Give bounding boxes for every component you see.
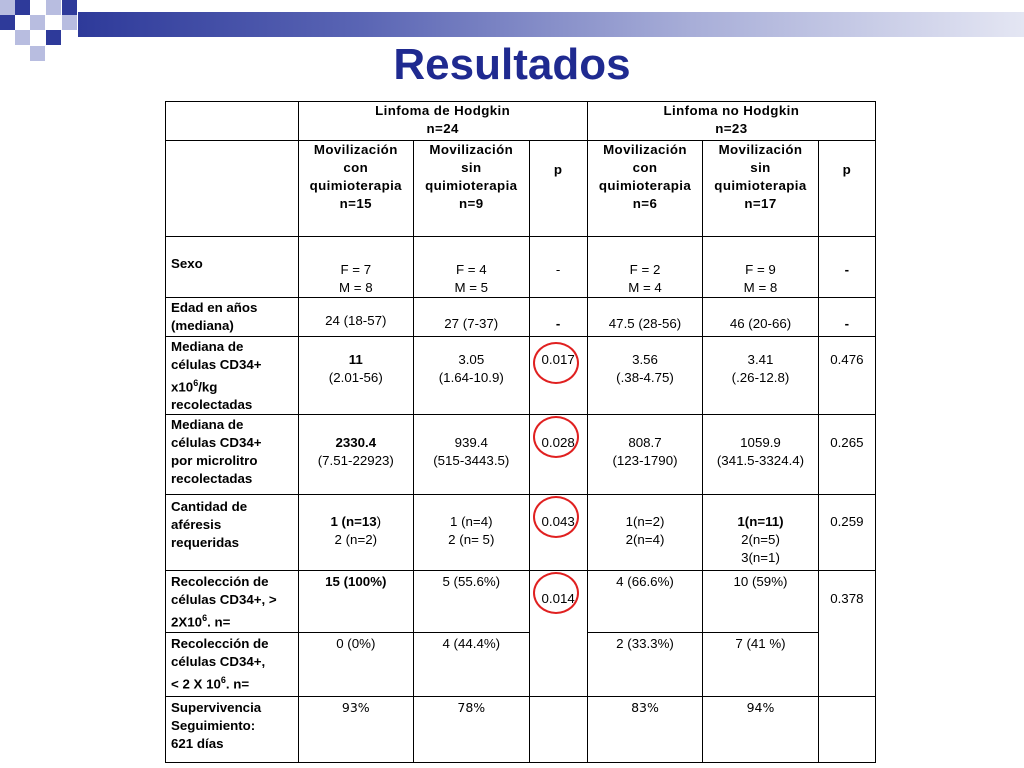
col-header-line: con: [632, 160, 658, 175]
cell-line: 1(n=11): [737, 514, 784, 530]
cell-line: 3.41: [747, 352, 774, 367]
deco-square: [15, 0, 30, 15]
cell-part: 1 (n=13: [330, 514, 377, 530]
table-row: [166, 415, 876, 495]
deco-square: [62, 15, 77, 30]
table-row: [166, 632, 876, 696]
table-cell: 0.028: [529, 415, 587, 495]
nohodgkin-header: [587, 102, 875, 141]
deco-square: [62, 0, 77, 15]
cell-line: (515-3443.5): [433, 453, 510, 469]
table-cell: [166, 141, 299, 237]
hodgkin-header-label: Linfoma de Hodgkin: [375, 103, 511, 118]
table-cell: [818, 696, 875, 762]
row-label-line: recolectadas: [171, 471, 253, 487]
col-header-c2: [414, 141, 529, 237]
table-cell: 0.014: [529, 571, 587, 696]
table-cell: 93%: [298, 696, 413, 762]
table-cell: 0.259: [818, 495, 875, 571]
cell-line: 3.05: [458, 352, 485, 367]
table-cell: -: [818, 298, 875, 337]
row-label-line: Recolección de: [171, 574, 269, 590]
row-label-line: requeridas: [171, 535, 239, 551]
table-cell: [414, 337, 529, 415]
highlight-circle: [533, 416, 579, 458]
col-header-line: Movilización: [429, 142, 514, 157]
superscript: 6: [220, 674, 226, 685]
nohodgkin-header-n: n=23: [715, 121, 748, 136]
table-cell: -: [818, 237, 875, 298]
table-cell: [703, 495, 818, 571]
superscript: 6: [202, 613, 208, 624]
cell-line: F = 2: [629, 262, 661, 277]
row-label-line: Seguimiento:: [171, 717, 256, 733]
col-header-line: quimioterapia: [714, 178, 807, 193]
table-cell: 83%: [587, 696, 702, 762]
col-header-c4: [587, 141, 702, 237]
row-label-edad: [166, 298, 299, 337]
table-cell: [166, 102, 299, 141]
row-label-line: 621 días: [171, 735, 224, 751]
table-cell: [298, 337, 413, 415]
row-label-superv: [166, 696, 299, 762]
col-header-line: quimioterapia: [309, 178, 402, 193]
cell-line: (341.5-3324.4): [716, 453, 805, 469]
cell-line: 1(n=2): [625, 514, 665, 530]
table-cell: 4 (44.4%): [414, 632, 529, 696]
table-cell: [703, 415, 818, 495]
cell-line: 2330.4: [335, 435, 377, 451]
cell-line: 2 (n= 5): [448, 532, 495, 548]
col-header-line: Movilización: [718, 142, 803, 157]
cell-line: 2(n=5): [741, 532, 780, 548]
cell-line: (2.01-56): [328, 370, 383, 385]
row-label-part: < 2 X 10: [171, 676, 221, 692]
cell-line: (7.51-22923): [317, 453, 394, 469]
row-label-line: células CD34+: [171, 435, 262, 451]
row-label-line: Cantidad de: [171, 499, 248, 515]
table-cell: [587, 237, 702, 298]
table-cell: 4 (66.6%): [587, 571, 702, 632]
hodgkin-header: [298, 102, 587, 141]
col-header-line: sin: [750, 160, 771, 175]
cell-line: 2 (n=2): [334, 532, 378, 548]
table-row: [166, 571, 876, 632]
row-label-line: recolectadas: [171, 397, 253, 413]
deco-square: [0, 15, 15, 30]
deco-square: [30, 15, 45, 30]
table-cell: 0.017: [529, 337, 587, 415]
table-cell: 0.265: [818, 415, 875, 495]
cell-line: M = 4: [628, 280, 662, 295]
row-label-line: por microlitro: [171, 453, 258, 469]
cell-line: (.26-12.8): [731, 370, 790, 385]
table-cell: [587, 495, 702, 571]
row-label-line: células CD34+: [171, 357, 262, 372]
col-header-line: con: [343, 160, 369, 175]
row-label-line: células CD34+, >: [171, 592, 277, 608]
cell-line: 1059.9: [740, 435, 781, 451]
hodgkin-header-n: n=24: [426, 121, 459, 136]
row-label-part: . n=: [207, 614, 231, 630]
nohodgkin-header-label: Linfoma no Hodgkin: [663, 103, 800, 118]
table-cell: 2 (33.3%): [587, 632, 702, 696]
cell-line: (1.64-10.9): [438, 370, 504, 385]
table-cell: [414, 495, 529, 571]
col-header-line: quimioterapia: [425, 178, 518, 193]
cell-line: 3(n=1): [741, 550, 780, 566]
table-cell: 5 (55.6%): [414, 571, 529, 632]
row-label-part: . n=: [225, 676, 250, 692]
cell-line: M = 8: [338, 280, 373, 295]
row-label-line: Supervivencia: [171, 699, 262, 715]
row-label-sexo: Sexo: [166, 237, 299, 298]
table-cell: [703, 337, 818, 415]
table-cell: -: [529, 237, 587, 298]
table-cell: [298, 237, 413, 298]
table-cell: 47.5 (28-56): [587, 298, 702, 337]
row-label-line: Mediana de: [171, 339, 244, 354]
table-cell: 15 (100%): [298, 571, 413, 632]
col-header-c5: [703, 141, 818, 237]
table-cell: 94%: [703, 696, 818, 762]
row-label-line: (mediana): [171, 318, 234, 333]
row-label-part: x10: [171, 379, 194, 395]
row-label-part: 2X10: [171, 614, 203, 630]
cell-line: F = 4: [455, 262, 487, 277]
table-cell: 78%: [414, 696, 529, 762]
cell-line: 3.56: [632, 352, 658, 367]
row-label-line: [171, 609, 298, 631]
table-cell: [414, 237, 529, 298]
cell-line: 1 (n=4): [450, 514, 493, 530]
col-header-line: n=17: [744, 196, 777, 211]
col-header-line: quimioterapia: [598, 178, 692, 193]
deco-square: [46, 0, 61, 15]
table-cell: 27 (7-37): [414, 298, 529, 337]
row-label-line: Mediana de: [171, 417, 244, 433]
table-row: [166, 237, 876, 298]
cell-part: ): [376, 514, 382, 530]
col-header-c1: [298, 141, 413, 237]
highlight-circle: [533, 342, 579, 384]
col-header-p1: p: [529, 141, 587, 237]
col-header-line: Movilización: [603, 142, 687, 157]
table-cell: 0.476: [818, 337, 875, 415]
row-label-line: aféresis: [171, 517, 222, 533]
cell-line: (.38-4.75): [616, 370, 674, 385]
cell-line: [299, 513, 413, 531]
table-cell: 10 (59%): [703, 571, 818, 632]
highlight-circle: [533, 572, 579, 614]
row-label-line: células CD34+,: [171, 653, 266, 669]
row-label-rec-lt: [166, 632, 299, 696]
results-table: [165, 101, 876, 763]
table-row: [166, 102, 876, 141]
cell-line: (123-1790): [612, 453, 678, 469]
col-header-line: Movilización: [313, 142, 398, 157]
table-cell: [703, 237, 818, 298]
slide-title: Resultados: [393, 40, 631, 89]
table-row: [166, 298, 876, 337]
table-cell: [587, 415, 702, 495]
table-cell: 0 (0%): [298, 632, 413, 696]
table-cell: [587, 337, 702, 415]
cell-line: F = 9: [745, 262, 776, 277]
cell-line: F = 7: [340, 262, 372, 277]
table-cell: [414, 415, 529, 495]
row-label-aferesis: [166, 495, 299, 571]
superscript: 6: [193, 378, 199, 388]
table-row: [166, 337, 876, 415]
cell-line: M = 8: [743, 280, 778, 295]
row-label-rec-gt: [166, 571, 299, 632]
table-cell: [298, 415, 413, 495]
row-label-part: /kg: [198, 379, 218, 395]
cell-line: 939.4: [454, 435, 488, 451]
table-cell: 0.043: [529, 495, 587, 571]
row-label-line: [171, 374, 298, 396]
cell-line: 11: [348, 352, 363, 367]
col-header-line: n=15: [339, 196, 372, 211]
table-cell: 24 (18-57): [298, 298, 413, 337]
row-label-cd34kg: [166, 337, 299, 415]
table-cell: 46 (20-66): [703, 298, 818, 337]
col-header-line: sin: [461, 160, 482, 175]
header-gradient-bar: [78, 12, 1024, 37]
table-row: [166, 696, 876, 762]
cell-line: M = 5: [454, 280, 489, 295]
table-cell: -: [529, 298, 587, 337]
deco-square: [0, 0, 15, 15]
row-label-line: Edad en años: [171, 300, 258, 315]
table-cell: 0.378: [818, 571, 875, 696]
table-row: [166, 495, 876, 571]
col-header-line: n=9: [459, 196, 484, 211]
col-header-p2: p: [818, 141, 875, 237]
table-cell: [529, 696, 587, 762]
highlight-circle: [533, 496, 579, 538]
table-cell: 7 (41 %): [703, 632, 818, 696]
table-cell: [298, 495, 413, 571]
row-label-line: Recolección de: [171, 635, 269, 651]
col-header-line: n=6: [632, 196, 658, 211]
table-row: [166, 141, 876, 237]
cell-line: 808.7: [628, 435, 662, 451]
row-label-line: [171, 671, 298, 693]
row-label-cd34ul: [166, 415, 299, 495]
cell-line: 2(n=4): [625, 532, 665, 548]
